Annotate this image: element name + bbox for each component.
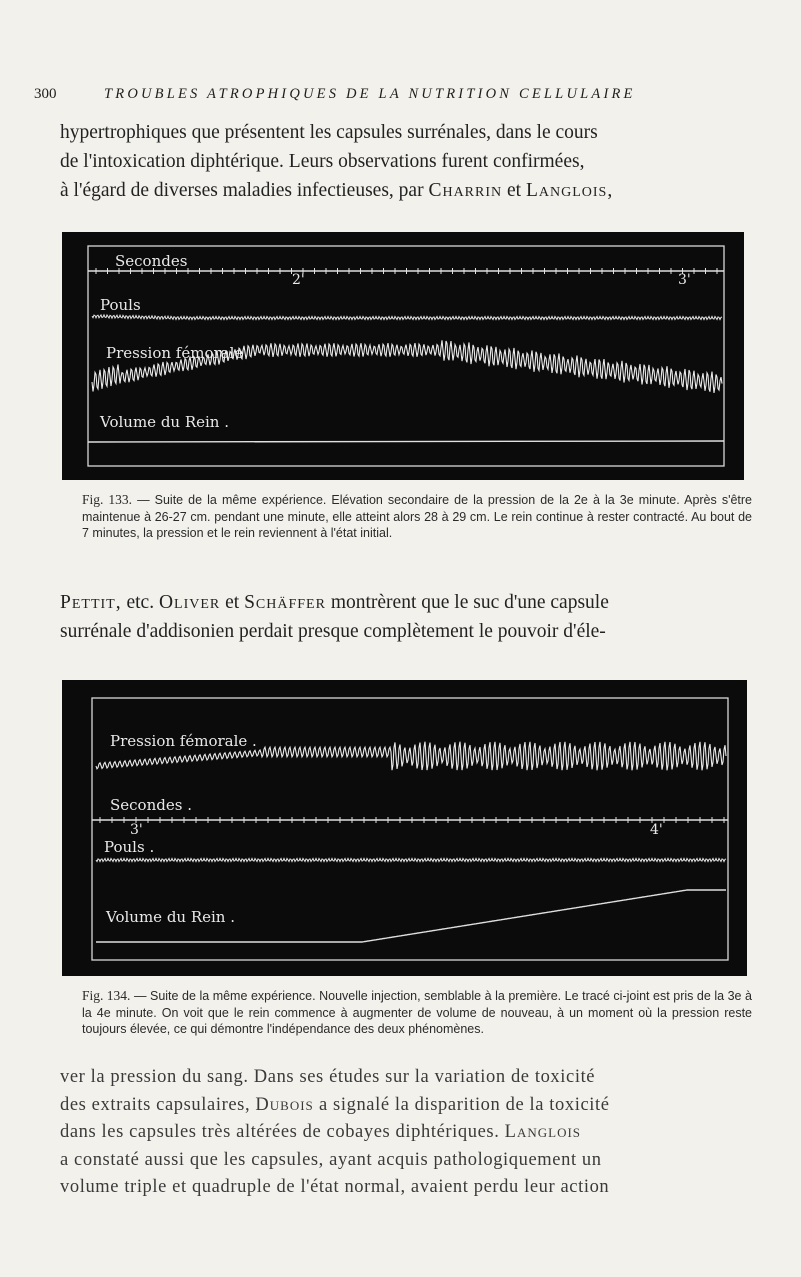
paragraph-2	[60, 588, 750, 646]
text-line-1: hypertrophiques que présentent les capsules surrénales, dans le cours	[60, 122, 598, 143]
author-charrin: Charrin	[428, 180, 503, 201]
text-line	[60, 176, 750, 205]
text-line-1: ver la pression du sang. Dans ses études sur la variation de toxicité	[60, 1067, 596, 1087]
figure-133-tracing	[62, 232, 744, 480]
running-title: TROUBLES ATROPHIQUES DE LA NUTRITION CELLULAIRE	[104, 86, 636, 102]
text-line	[60, 1147, 750, 1175]
etc: etc.	[126, 592, 155, 613]
caption-figure-134	[82, 988, 752, 1038]
kidney-volume-label: Volume du Rein .	[100, 413, 230, 431]
text-line-2a: des extraits capsulaires,	[60, 1094, 251, 1115]
minute-tick-3: 3'	[678, 272, 691, 288]
text-line	[60, 147, 750, 176]
caption-figure-133	[82, 492, 752, 542]
seconds-label: Secondes	[115, 252, 188, 270]
kidney-volume-label: Volume du Rein .	[106, 908, 236, 926]
paragraph-1	[60, 118, 750, 205]
author-oliver: Oliver	[158, 592, 221, 613]
text-line	[60, 1119, 750, 1147]
pulse-trace	[96, 858, 726, 861]
author-langlois: Langlois,	[525, 180, 614, 201]
text-line	[60, 118, 750, 147]
text-line-4: a constaté aussi que les capsules, ayant acquis pathologiquement un	[60, 1149, 602, 1170]
caption-label-134: Fig. 134.	[82, 988, 131, 1003]
seconds-label: Secondes .	[110, 796, 192, 814]
figure-134-tracing	[62, 680, 747, 976]
text-line-3: à l'égard de diverses maladies infectieuses, par	[60, 180, 424, 201]
femoral-pressure-label: Pression fémorale	[106, 344, 244, 362]
figure-134	[62, 680, 747, 976]
figure-133	[62, 232, 744, 480]
minute-tick-3: 3'	[130, 822, 143, 838]
author-langlois: Langlois	[504, 1122, 582, 1142]
conjunction: et	[225, 592, 240, 613]
text-line	[60, 1174, 750, 1202]
author-schaffer: Schäffer	[244, 592, 326, 613]
text-line	[60, 617, 750, 646]
minute-tick-4: 4'	[650, 822, 663, 838]
conjunction: et	[507, 180, 522, 201]
page-header	[34, 86, 774, 110]
pulse-label: Pouls	[100, 296, 141, 314]
text-line-2: surrénale d'addisonien perdait presque complètement le pouvoir d'éle-	[60, 621, 606, 642]
text-line	[60, 1064, 750, 1092]
caption-text-134: — Suite de la même expérience. Nouvelle injection, semblable à la première. Le tracé ci-joint est pris de la 3e à la 4e minute. On voit que le rein commence à augmenter de volume de nouveau, à un moment où la pression reste toujours élevée, ce qui démontre l'indépendance des deux phénomènes.	[82, 989, 752, 1036]
caption-label-133: Fig. 133.	[82, 492, 132, 507]
author-pettit: Pettit,	[60, 592, 122, 613]
minute-tick-2: 2'	[292, 272, 305, 288]
text-line	[60, 588, 750, 617]
author-dubois: Dubois	[255, 1094, 314, 1115]
caption-text-133: — Suite de la même expérience. Elévation secondaire de la pression de la 2e à la 3e minute. Après s'être maintenue à 26-27 cm. pendant une minute, elle atteint alors 28 à 29 cm. Le rein continue à rester contracté. Au bout de 7 minutes, la pression et le rein reviennent à l'état initial.	[82, 493, 752, 540]
page-number: 300	[34, 86, 57, 102]
text-line-5: volume triple et quadruple de l'état normal, avaient perdu leur action	[60, 1177, 610, 1197]
text-line-1-rest: montrèrent que le suc d'une capsule	[330, 592, 609, 613]
paragraph-3	[60, 1064, 750, 1202]
text-line-3a: dans les capsules très altérées de cobayes diphtériques.	[60, 1122, 500, 1142]
text-line	[60, 1092, 750, 1120]
text-line-2: de l'intoxication diphtérique. Leurs observations furent confirmées,	[60, 151, 585, 172]
kidney-volume-trace	[88, 441, 724, 442]
text-line-2b: a signalé la disparition de la toxicité	[319, 1094, 610, 1115]
pulse-trace	[92, 315, 722, 320]
femoral-pressure-label: Pression fémorale .	[110, 732, 257, 750]
pulse-label: Pouls .	[104, 838, 155, 856]
